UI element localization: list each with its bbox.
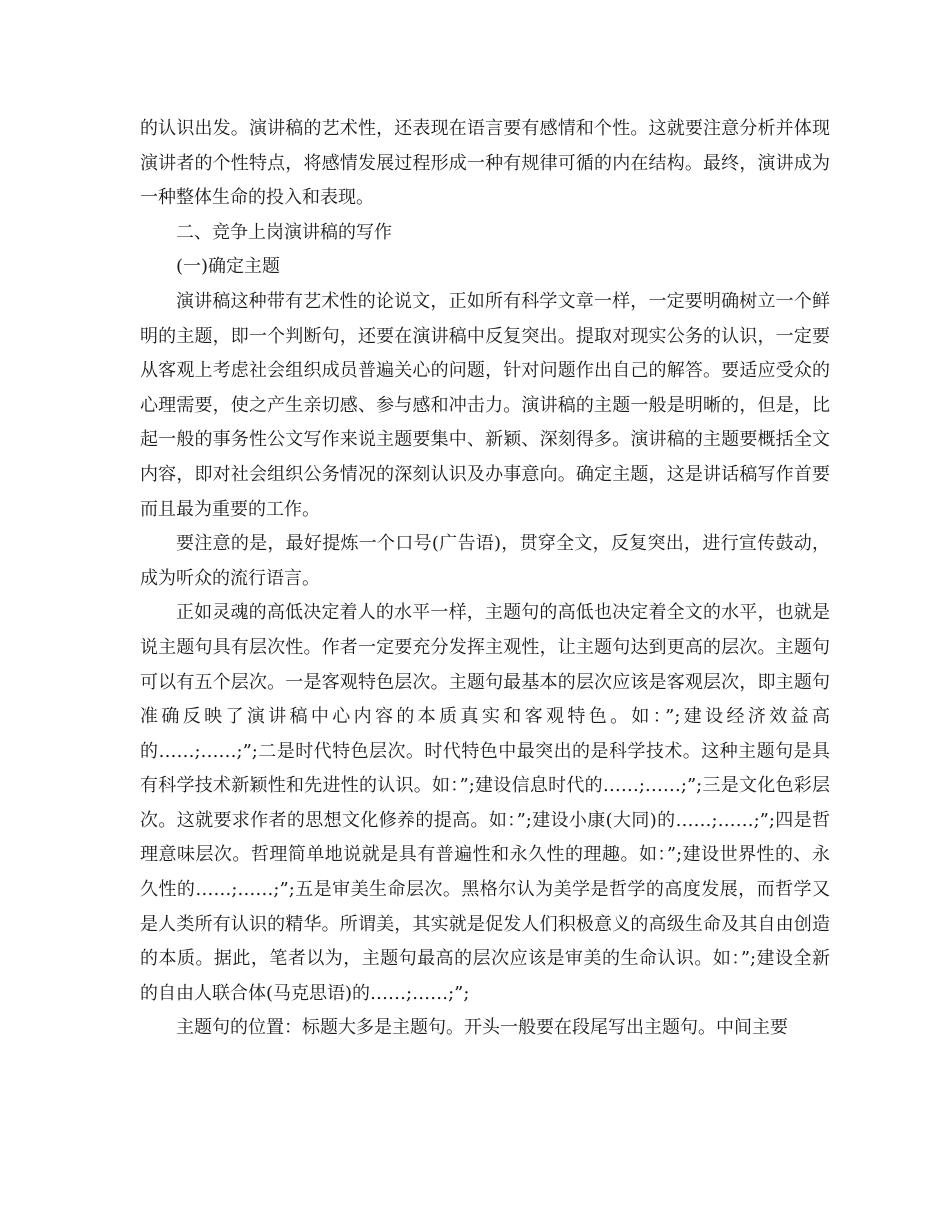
subsection-heading: (一)确定主题 xyxy=(176,256,281,278)
section-heading: 二、竞争上岗演讲稿的写作 xyxy=(176,221,392,243)
paragraph: 的认识出发。演讲稿的艺术性，还表现在语言要有感情和个性。这就要注意分析并体现演讲者的个性特点，将感情发展过程形成一种有规律可循的内在结构。最终，演讲成为一种整体生命的投入和表现。 xyxy=(140,118,830,209)
paragraph: 主题句的位置：标题大多是主题句。开头一般要在段尾写出主题句。中间主要 xyxy=(176,1017,788,1039)
paragraph: 演讲稿这种带有艺术性的论说文，正如所有科学文章一样，一定要明确树立一个鲜明的主题，即一个判断句，还要在演讲稿中反复突出。提取对现实公务的认识，一定要从客观上考虑社会组织成员普遍关心的问题，针对问题作出自己的解答。要适应受众的心理需要，使之产生亲切感、参与感和冲击力。演讲稿的主题一般是明晰的，但是，比起一般的事务性公文写作来说主题要集中、新颖、深刻得多。演讲稿的主题要概括全文内容，即对社会组织公务情况的深刻认识及办事意向。确定主题，这是讲话稿写作首要而且最为重要的工作。 xyxy=(140,290,830,520)
paragraph: 要注意的是，最好提炼一个口号(广告语)，贯穿全文，反复突出，进行宣传鼓动，成为听众的流行语言。 xyxy=(140,533,830,589)
document-body xyxy=(140,112,830,1046)
paragraph: 正如灵魂的高低决定着人的水平一样，主题句的高低也决定着全文的水平，也就是说主题句具有层次性。作者一定要充分发挥主观性，让主题句达到更高的层次。主题句可以有五个层次。一是客观特色层次。主题句最基本的层次应该是客观层次，即主题句准确反映了演讲稿中心内容的本质真实和客观特色。如：”;建设经济效益高的……;……;”;二是时代特色层次。时代特色中最突出的是科学技术。这种主题句是具有科学技术新颖性和先进性的认识。如：”;建设信息时代的……;……;”;三是文化色彩层次。这就要求作者的思想文化修养的提高。如：”;建设小康(大同)的……;……;”;四是哲理意味层次。哲理简单地说就是具有普遍性和永久性的理趣。如：”;建设世界性的、永久性的……;……;”;五是审美生命层次。黑格尔认为美学是哲学的高度发展，而哲学又是人类所有认识的精华。所谓美，其实就是促发人们积极意义的高级生命及其自由创造的本质。据此，笔者以为，主题句最高的层次应该是审美的生命认识。如：”;建设全新的自由人联合体(马克思语)的……;……;”; xyxy=(140,602,830,1004)
